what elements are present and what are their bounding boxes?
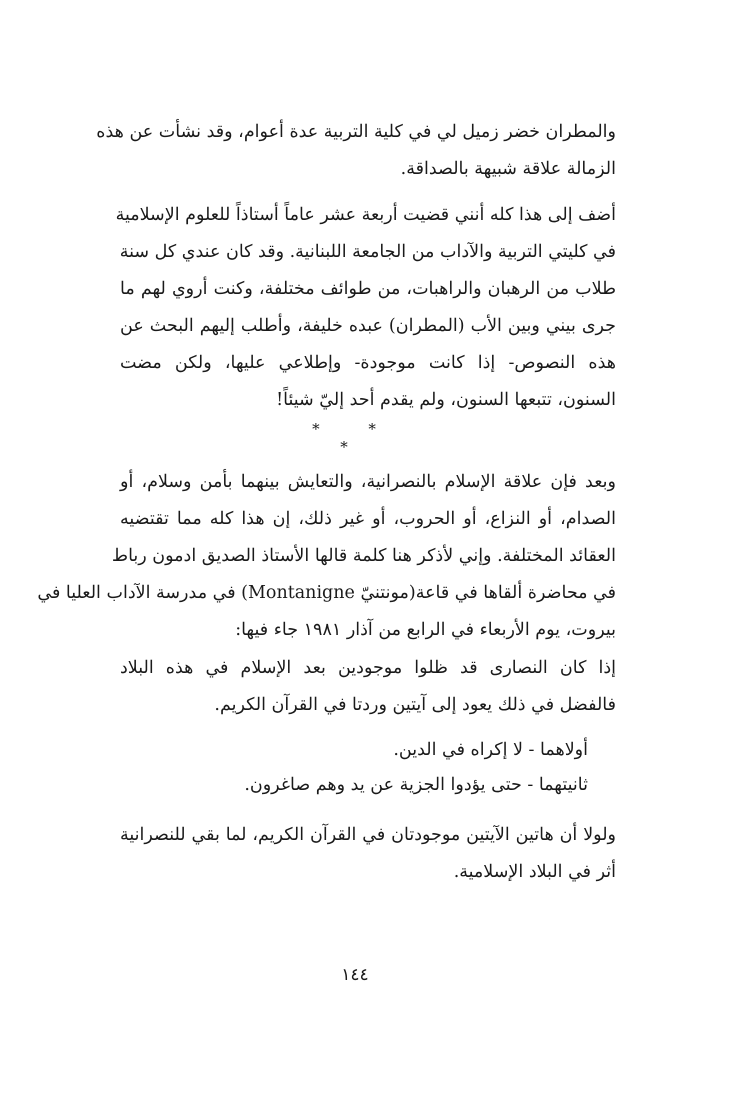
quotation	[120, 650, 616, 724]
verse-second-text: ثانيتهما - حتى يؤدوا الجزية عن يد وهم صاغرون.	[244, 775, 588, 795]
paragraph-3-line-2: الصدام، أو النزاع، أو الحروب، أو غير ذلك، إن هذا كله مما تقتضيه	[120, 509, 616, 529]
paragraph-2-line-5: هذه النصوص- إذا كانت موجودة- وإطلاعي عليها، ولكن مضت	[120, 353, 616, 373]
paragraph-2-line-1: أضف إلى هذا كله أنني قضيت أربعة عشر عاماً أستاذاً للعلوم الإسلامية	[115, 205, 616, 225]
section-separator: * * *	[312, 420, 398, 456]
paragraph-2	[115, 197, 616, 419]
paragraph-1-line-1: والمطران خضر زميل لي في كلية التربية عدة أعوام، وقد نشأت عن هذه	[96, 122, 616, 142]
paragraph-2-line-4: جرى بيني وبين الأب (المطران) عبده خليفة، وأطلب إليهم البحث عن	[120, 316, 616, 336]
paragraph-3-line-1: وبعد فإن علاقة الإسلام بالنصرانية، والتعايش بينهما بأمن وسلام، أو	[120, 472, 616, 492]
verse-first	[120, 732, 616, 769]
quotation-line-2: فالفضل في ذلك يعود إلى آيتين وردتا في القرآن الكريم.	[214, 695, 616, 715]
paragraph-3-line-3: العقائد المختلفة. وإني لأذكر هنا كلمة قالها الأستاذ الصديق ادمون رباط	[111, 546, 616, 566]
paragraph-1	[96, 114, 616, 188]
paragraph-2-line-6: السنون، تتبعها السنون، ولم يقدم أحد إليّ شيئاً!	[276, 390, 616, 410]
quotation-line-1: إذا كان النصارى قد ظلوا موجودين بعد الإسلام في هذه البلاد	[120, 658, 616, 678]
paragraph-3-line-4: في محاضرة ألقاها في قاعة(مونتنيّ Montanigne) في مدرسة الآداب العليا في	[37, 583, 616, 603]
paragraph-2-line-3: طلاب من الرهبان والراهبات، من طوائف مختلفة، وكنت أروي لهم ما	[120, 279, 616, 299]
paragraph-conclusion-line-2: أثر في البلاد الإسلامية.	[453, 862, 616, 882]
paragraph-2-line-2: في كليتي التربية والآداب من الجامعة اللبنانية. وقد كان عندي كل سنة	[119, 242, 616, 262]
page-number: ١٤٤	[341, 965, 369, 985]
verse-second	[120, 767, 616, 804]
paragraph-1-line-2: الزمالة علاقة شبيهة بالصداقة.	[400, 159, 616, 179]
verse-first-text: أولاهما - لا إكراه في الدين.	[393, 740, 588, 760]
paragraph-conclusion	[120, 817, 616, 891]
paragraph-3-line-5: بيروت، يوم الأربعاء في الرابع من آذار ١٩٨١ جاء فيها:	[235, 620, 616, 640]
paragraph-conclusion-line-1: ولولا أن هاتين الآيتين موجودتان في القرآن الكريم، لما بقي للنصرانية	[120, 825, 616, 845]
paragraph-3	[37, 464, 616, 649]
